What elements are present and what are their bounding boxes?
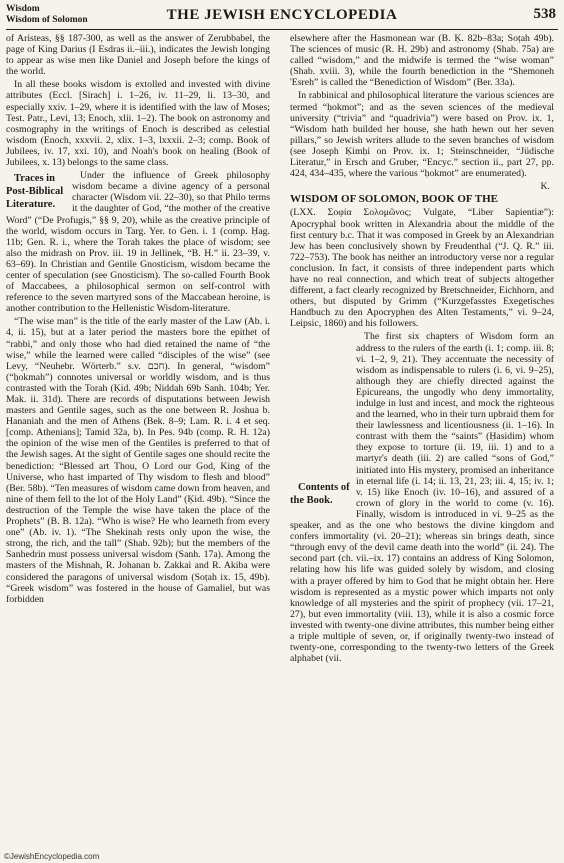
- publication-title: THE JEWISH ENCYCLOPEDIA: [166, 7, 398, 23]
- left-column: [6, 33, 270, 607]
- right-column: [290, 33, 554, 666]
- margin-heading: Traces in Post-Biblical Literature.: [6, 173, 64, 211]
- paragraph: In rabbinical and philosophical literature the various sciences are termed “ḥokmot”; and as the seven sciences of the medieval university (“trivia” and “quadrivia”) were based on Prov. ix. 1, “Wisdom hath builded her house, she hath hewn out her seven pillars,” so Jewish writers allude to the seven branches of wisdom (see Joseph Ḳimḥi on Prov. ix. 1; Steinschneider, “Jüdische Literatur,” in Ersch and Gruber, “Encyc.” section ii., part 27, pp. 424, 434–435, where the various “ḥokmot” are enumerated).: [290, 90, 554, 180]
- paragraph-text: Under the influence of Greek philosophy wisdom became a divine agency of a personal character (Wisdom vii. 22–30), so that Philo terms it the daughter of God, “the mother of the creative Word” (“De Profugis,” §§ 9, 20), while as the creative principle of the world, wisdom occurs in Targ. Yer. to Gen. i. 1 (comp. Ḥag. 11b; Gen. R. i., where the Torah takes the place of wisdom; see also the midrash on Prov. iii. 19 in Jellinek, “B. H.” ii. 23–39, v. 63–69). In Christian and Gentile Gnosticism, wisdom became the center of speculation (see Gnosticism). The so-called Fourth Book of Maccabees, a philosophical sermon on self-control with reference to the seven martyred sons of the Maccabean heroine, is another contribution to the Hellenistic Wisdom-literature.: [6, 170, 270, 315]
- paragraph: “The wise man” is the title of the early master of the Law (Ab. i. 4, ii. 15), but at a later period the masters bore the epithet of “rabbi,” and only those who had died retained the name of “the wise,” while the learned were called “disciples of the wise” (see Levy, “Neuhebr. Wörterb.” s.v. חכם). In general, “wisdom” (“ḥokmah”) connotes universal or worldly wisdom, and is thus contrasted with the Torah (Ḳid. 49b; Niddah 69b Sanh. 104b; Yer. Mak. ii. 31d). There are records of disputations between Jewish masters and Gentile sages, such as the one between R. Joshua b. Hananiah and the men of Athens (Bek. 8–9; Lam. R. i. 4 et seq. [comp. Athenians]; Tamid 32a, b). In Pes. 94b (comp. R. H. 12a) the opinion of the wise men of the Gentiles is preferred to that of the Jewish sages. At the sight of Gentile sages one should recite the benediction: “Blessed art Thou, O Lord our God, King of the Universe, who hast imparted of Thy wisdom to flesh and blood” (Ber. 58b). “Ten measures of wisdom came down from heaven, and nine of them fell to the lot of the Holy Land” (Ḳid. 49b). “Since the destruction of the Temple the wise have taken the place of the Prophets” (B. B. 12a). “Who is wise? He who learneth from every one” (Ab. iv. 1). “The Shekinah rests only upon the wise, the strong, the rich, and the tall” (Shab. 92b); but the members of the Sanhedrin must possess universal wisdom (Sanh. 17a). Among the masters of the Mishnah, R. Johanan b. Zakkai and R. Akiba were considered the paragons of universal wisdom (Soṭah ix. 15, 49b). “Greek wisdom” was fostered in the house of Gamaliel, but was forbidden: [6, 316, 270, 605]
- margin-heading: Contents of the Book.: [290, 482, 350, 507]
- page-number: 538: [533, 6, 556, 22]
- paragraph: In all these books wisdom is extolled and invested with divine attributes (Eccl. [Sirach] i. 1–26, iv. 11–29, li. 13–30, and especially xxiv. 1–29, where it is identified with the law of Moses; Test. Patr., Levi, 13; Enoch, xlii. 1–2). The book on astronomy and cosmography in the writings of Enoch is described as celestial wisdom (Enoch, xxxvii. 2, xlix. 1–3, lxxxii. 2–3; comp. Book of Jubilees, iv. 17, xxi. 10), and Noah's book on healing (Book of Jubilees, x. 13) belongs to the same class.: [6, 79, 270, 169]
- paragraph: elsewhere after the Hasmonean war (B. Ḳ. 82b–83a; Soṭah 49b). The sciences of music (R. H. 29b) and astronomy (Shab. 75a) are called “wisdom,” and the midwife is termed the “wise woman” (Shab. xviii. 3), while the fourth benediction in the “Shemoneh 'Esreh” is called the “Benediction of Wisdom” (Ber. 33a).: [290, 33, 554, 89]
- running-head-line1: Wisdom: [6, 4, 40, 14]
- paragraph: [290, 331, 554, 664]
- page-header: [6, 3, 558, 30]
- running-head-line2: Wisdom of Solomon: [6, 15, 88, 25]
- paragraph: of Aristeas, §§ 187-300, as well as the answer of Zerubbabel, the page of King Darius (I Esdras ii.–iii.), indicates the Jewish longing to appear as wise men like Daniel and Joseph before the kings of the world.: [6, 33, 270, 78]
- paragraph: (LXX. Σοφία Σολομῶνος; Vulgate, “Liber Sapientiæ”): Apocryphal book written in Alexandria about the middle of the first century b.c. That it was composed in Greek by an Alexandrian Jew has been conclusively shown by Freudenthal (“J. Q. R.” iii. 722–753). The book has neither an introductory verse nor a regular conclusion. In fact, it consists of three independent parts which have no real connection, and which treat of subjects altogether different, a fact clearly recognized by Bretschneider, Eichhorn, and others, but disputed by Grimm (“Kurzgefasstes Exegetisches Handbuch zu den Apocryphen des Alten Testaments,” vi. 9–24, Leipsic, 1860) and his followers.: [290, 207, 554, 330]
- paragraph: [6, 170, 270, 314]
- site-watermark: ©JewishEncyclopedia.com: [4, 852, 100, 861]
- article-title: WISDOM OF SOLOMON, BOOK OF THE: [290, 193, 499, 206]
- author-signature: K.: [540, 181, 550, 193]
- paragraph-text: The first six chapters of Wisdom form an address to the rulers of the earth (i. 1; comp. iii. 8; vi. 1–2, 9, 21). They accentuate the necessity of wisdom as indispensable to rulers (i. 6, vi. 9–25), although they are chiefly directed against the Epicureans, the ungodly who deny immortality, indulge in lust and incest, and mock the righteous and the learned, who in their turn upbraid them for their lawlessness and licentiousness (ii. 1–16). In contrast with them the “saints” (Ḥasidim) whom they expose to torture (ii. 19, iii. 1) and to a martyr's death (iii. 2) are called “sons of God,” initiated into His mystery, promised an inheritance in eternal life (i. 14; ii. 13, 21, 23; iii. 4, 15; iv. 1; v. 15) like Enoch (iv. 10–16), and assured of a crown of glory in the world to come (v. 16). Finally, wisdom is introduced in vi. 9–25 as the speaker, and as the one who bestows the divine kingdom and confers immortality (vi. 20–21); whereas sin brings death, since “through envy of the devil came death into the world” (ii. 24). The second part (ch. vii.–ix. 17) contains an address of King Solomon, relating how his life was guided solely by wisdom, and closing with a prayer offered by him to God that he might obtain her. Here wisdom is represented as a mystic power which imparts not only knowledge of all mysteries and the spirit of prophecy (vii. 17–21, 27), but even immortality (viii. 13), while it is also a cosmic force invested with twenty-one divine attributes, this number being either a triple multiple of seven, or, if originally twenty-two instead of twenty-one, corresponding to the twenty-two letters of the Greek alphabet (vii.: [290, 331, 555, 665]
